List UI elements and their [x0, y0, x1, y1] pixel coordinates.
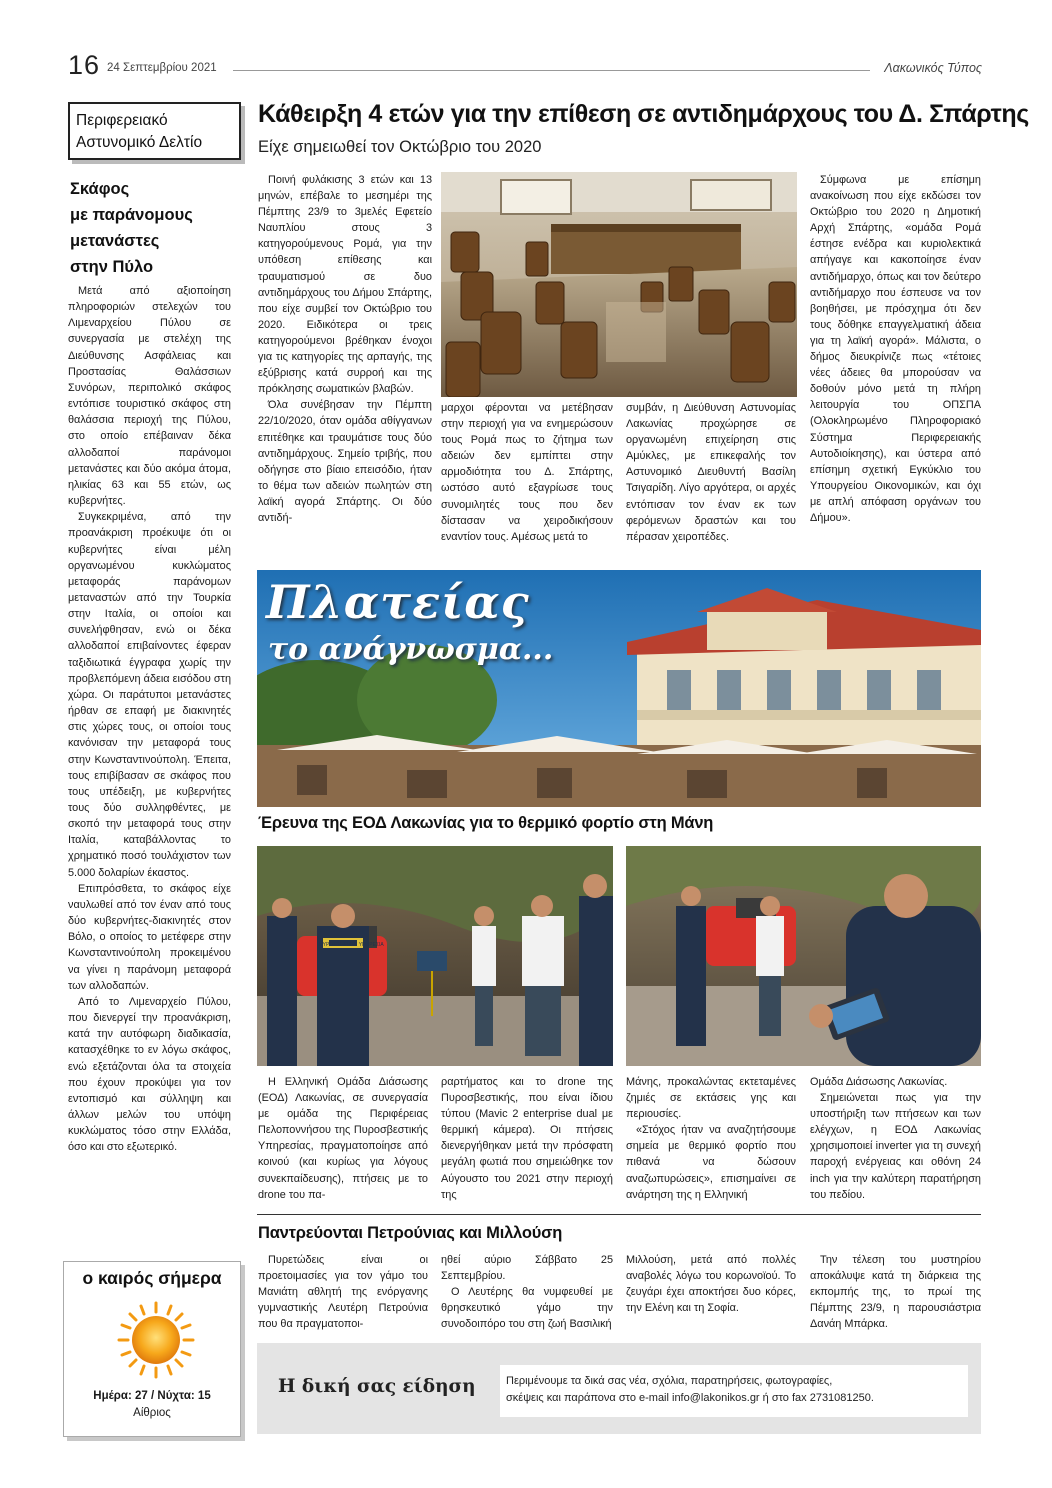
wedding-col2: [441, 1252, 613, 1332]
reader-news-line2: σκέψεις και παράπονα στο e-mail info@lakonikos.gr ή στο fax 2731081250.: [506, 1392, 874, 1404]
section-label-line2: Αστυνομικό Δελτίο: [76, 134, 203, 151]
main-article-col4: [810, 172, 981, 526]
issue-date: 24 Σεπτεμβρίου 2021: [107, 62, 217, 74]
paragraph: Ο Λευτέρης θα νυμφευθεί με θρησκευτικό γάμο την συνοδοιπόρο του στη ζωή Βασιλική: [441, 1286, 613, 1331]
paragraph: ηθεί αύριο Σάββατο 25 Σεπτεμβρίου.: [441, 1254, 613, 1283]
main-article-col2: [441, 400, 613, 545]
eod-col3: [626, 1074, 796, 1203]
page-number: 16: [68, 50, 101, 80]
paragraph: Η Ελληνική Ομάδα Διάσωσης (ΕΟΔ) Λακωνίας, σε συνεργασία με ομάδα της Περιφέρειας Πελοποννήσου της Πυροσβεστικής Υπηρεσίας, πραγματοποίησε από κοινού (και κυρίως για λόγους συνεκπαίδευσης), πτήσεις με το drone του πα-: [258, 1076, 428, 1201]
paragraph: «Στόχος ήταν να αναζητήσουμε σημεία με θερμικό φορτίο που πιθανά να δώσουν αναζωπυρώσεις», επισημαίνει σε ανάρτηση της η Ελληνική: [626, 1124, 796, 1201]
reader-news-title: Η δική σας είδηση: [278, 1376, 476, 1397]
reader-news-text: [500, 1365, 968, 1417]
left-article-headline: [70, 176, 240, 280]
paragraph: Σημειώνεται πως για την υποστήριξη των πτήσεων και των ελέγχων, η ΕΟΔ Λακωνίας χρησιμοποιεί inverter για τη συνεχή παροχή ενέργειας και οθόνη 24 inch για την καλύτερη παρατήρηση του πεδίου.: [810, 1092, 981, 1201]
paragraph: Όλα συνέβησαν την Πέμπτη 22/10/2020, όταν ομάδα αθίγγανων επιτέθηκε και τραυμάτισε τους δύο αντιδημάρχους. Σημείο τριβής, που οδήγησε στο βίαιο επεισόδιο, ήταν το θέμα των αδειών πωλητών στη λαϊκή αγορά Σπάρτης. Οι δύο αντιδή-: [258, 399, 432, 524]
eod-photo-tablet: [626, 846, 981, 1066]
wedding-col3: [626, 1252, 796, 1316]
eod-col4: [810, 1074, 981, 1203]
wedding-article-title: Παντρεύονται Πετρούνιας και Μιλλούση: [258, 1224, 563, 1242]
weather-temperatures: Ημέρα: 27 / Νύχτα: 15: [93, 1390, 211, 1402]
paragraph: συμβάν, η Διεύθυνση Αστυνομίας Λακωνίας προχώρησε σε οργανωμένη επιχείρηση στις Αμύκλες, με επικεφαλής τον Αστυνομικό Διευθυντή Βασίλη Τσιγαρίδη. Λίγο αργότερα, οι αρχές εντόπισαν τον έναν εκ των φερόμενων δραστών και του πέρασαν χειροπέδες.: [626, 402, 796, 543]
paragraph: μαρχοι φέρονται να μετέβησαν στην περιοχή για να ενημερώσουν τους Ρομά πως το ζήτημα των αδειών δεν εμπίπτει στην αρμοδιότητα του Δ. Σπάρτης, ωστόσο αυτό εξαγρίωσε τους συνομιλητές τους που δεν δίστασαν να χειροδικήσουν εναντίον τους. Αμέσως μετά το: [441, 402, 613, 543]
headline-line: μετανάστες: [70, 232, 160, 250]
paragraph: Μιλλούση, μετά από πολλές αναβολές λόγω του κορωνοϊού. Το ζευγάρι έχει αποκτήσει δυο κόρες, την Ελένη και τη Σοφία.: [626, 1254, 796, 1315]
eod-col2: [441, 1074, 613, 1203]
eod-photo-team: [257, 846, 613, 1066]
wedding-col4: [810, 1252, 981, 1332]
paragraph: Σύμφωνα με επίσημη ανακοίνωση που είχε εκδώσει τον Οκτώβριο του 2020 η Δημοτική Αρχή Σπάρτης, «ομάδα Ρομά έστησε ενέδρα και κυριολεκτικά απήγαγε και κακοποίησε έναν αντιδήμαρχο, όπως και τον δεύτερο αντιδήμαρχο που έσπευσε να τον βοηθήσει, με πρόσχημα ότι δεν τους δόθηκε επαγγελματική άδεια για τη λαϊκή αγορά». Μάλιστα, ο δήμος διευκρίνιζε πως «τέτοιες νέες άδειες θα μπορούσαν να δοθούν μόνο μετά τη πλήρη λειτουργία του ΟΠΣΠΑ (Ολοκληρωμένο Πληροφοριακό Σύστημα Περιφερειακής Αυτοδιοίκησης), και ύστερα από επίσημη σχετική Εγκύκλιο του Υπουργείου Οικονομικών, και όχι με απλή απόφαση οργάνων του Δήμου».: [810, 174, 981, 524]
paragraph: Πυρετώδεις είναι οι προετοιμασίες για τον γάμο του Μανιάτη αθλητή της ενόργανης γυμναστικής Λευτέρη Πετρούνια που θα πραγματοποι-: [258, 1254, 428, 1331]
paragraph: Ποινή φυλάκισης 3 ετών και 13 μηνών, επέβαλε το μεσημέρι της Πέμπτης 23/9 το 3μελές Εφετείο Ναυπλίου στους 3 κατηγορούμενους Ρομά, για την υπόθεση επίθεσης και τραυματισμού σε δυο αντιδημάρχους του Δήμου Σπάρτης, που είχε συμβεί τον Οκτώβριο του 2020. Ειδικότερα οι τρεις κατηγορούμενοι βρέθηκαν ένοχοι για τις κατηγορίες της αρπαγής, της εξύβρισης κατά συρροή και της πρόκλησης σωματικών βλαβών.: [258, 174, 432, 396]
weather-condition: Αίθριος: [133, 1407, 171, 1419]
left-article-body: [68, 283, 231, 1155]
main-article-col3: [626, 400, 796, 545]
header-rule: [233, 70, 870, 71]
main-article-col1: [258, 172, 432, 526]
eod-col1: [258, 1074, 428, 1203]
newspaper-name: Λακωνικός Τύπος: [884, 61, 982, 75]
paragraph: ραρτήματος και το drone της Πυροσβεστικής, που είναι ίδιου τύπου (Mavic 2 enterprise dual με θερμική κάμερα). Οι πτήσεις διενεργήθηκαν μετά την πρόσφατη μεγάλη φωτιά που σημειώθηκε τον Αύγουστο του 2021 στην περιοχή της: [441, 1076, 613, 1201]
sun-icon: [116, 1300, 196, 1380]
vest-label: ΠΥΡΟΣΒΕΣΤΙΚΗ ΥΠΗΡΕΣΙΑ: [319, 942, 384, 948]
weather-title: ο καιρός σήμερα: [82, 1268, 222, 1288]
main-article-subtitle: Είχε σημειωθεί τον Οκτώβριο του 2020: [258, 138, 542, 156]
reader-news-line1: Περιμένουμε τα δικά σας νέα, σχόλια, παρατηρήσεις, φωτογραφίες,: [506, 1375, 833, 1387]
headline-line: με παράνομους: [70, 206, 193, 224]
headline-line: στην Πύλο: [70, 258, 154, 276]
paragraph: Μάνης, προκαλώντας εκτεταμένες ζημιές σε εκτάσεις γης και περιουσίες.: [626, 1076, 796, 1121]
banner-subtitle: το ανάγνωσμα...: [268, 632, 554, 667]
paragraph: Μετά από αξιοποίηση πληροφοριών στελεχών του Λιμεναρχείου Πύλου σε συνεργασία με στελέχη της Διεύθυνσης Ασφάλειας και Προστασίας Θαλάσσιων Συνόρων, περιπολικό σκάφος εντόπισε τουριστικό σκάφος στη θαλάσσια περιοχή της Πύλου, στο οποίο επέβαιναν δέκα αλλοδαποί παράνομοι μετανάστες και δύο ακόμα άτομα, ηλικίας 63 και 55 ετών, ως κυβερνήτες.: [68, 285, 231, 508]
banner-title: Πλατείας: [266, 575, 530, 629]
paragraph: Την τέλεση του μυστηρίου αποκάλυψε κατά τη διάρκεια της εκπομπής της, το πρωί της Πέμπτης 23/9, η παρουσιάστρια Δανάη Μπάρκα.: [810, 1254, 981, 1331]
section-label-box: [68, 102, 241, 160]
paragraph: Συγκεκριμένα, από την προανάκριση προέκυψε ότι οι κυβερνήτες είναι μέλη οργανωμένου κυκλώματος μεταφοράς παράνομων μεταναστών από την Τουρκία στην Ιταλία, οι οποίοι και συνελήφθησαν, ενώ οι δέκα αλλοδαποί επιβαίνοντες έφεραν ταξιδιωτικά έγγραφα χωρίς την προβλεπόμενη άδεια εισόδου στη χώρα. Οι παράτυποι μετανάστες ήρθαν σε επαφή με διακινητές στις χώρες τους, οι οποίοι τους κανόνισαν την μεταφορά τους στην Κωνσταντινούπολη. Έπειτα, τους επιβίβασαν σε σκάφος που τους υπέδειξη, με κυβερνήτες τους δύο συλληφθέντες, με σκοπό την μεταφορά τους στην Ιταλία, καταβάλλοντας το χρηματικό ποσό τουλάχιστον των 5.000 δολαρίων έκαστος.: [68, 511, 231, 879]
courtroom-photo: [441, 172, 797, 397]
headline-line: Σκάφος: [70, 180, 130, 198]
paragraph: Από το Λιμεναρχείο Πύλου, που διενεργεί την προανάκριση, κατά την αυτόφωρη διαδικασία, κατασχέθηκε το εν λόγω σκάφος, ενώ εξετάζονται όλα τα στοιχεία που έχουν προκύψει για τον εντοπισμό και σύλληψη και άλλων μελών του υπόψη κυκλώματος τόσο στην Ελλάδα, όσο και στο εξωτερικό.: [68, 995, 231, 1154]
main-article-title: Κάθειρξη 4 ετών για την επίθεση σε αντιδημάρχους του Δ. Σπάρτης: [258, 100, 1029, 128]
paragraph: Επιπρόσθετα, το σκάφος είχε ναυλωθεί από τον έναν από τους δύο κυβερνήτες-διακινητές στον Βόλο, ο οποίος το μετέφερε στην Κωνσταντινούπολη προκειμένου να γίνει η παράνομη μεταφορά των αλλοδαπών.: [68, 882, 231, 992]
eod-article-title: Έρευνα της ΕΟΔ Λακωνίας για το θερμικό φορτίο στη Μάνη: [258, 814, 714, 832]
section-label-line1: Περιφερειακό: [76, 112, 168, 129]
paragraph: Ομάδα Διάσωσης Λακωνίας.: [810, 1076, 948, 1088]
wedding-col1: [258, 1252, 428, 1332]
section-divider: [257, 1214, 981, 1215]
weather-box: [63, 1261, 241, 1437]
